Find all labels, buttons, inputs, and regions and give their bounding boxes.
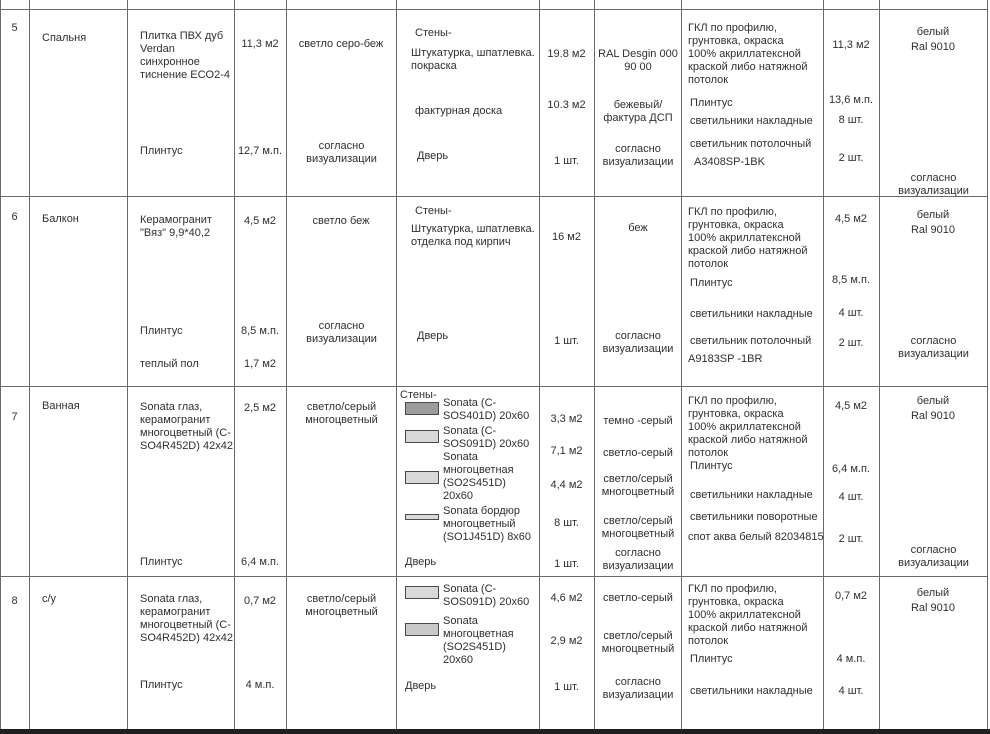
wall-item-color: светло-серый	[603, 592, 673, 604]
room-label: Спальня	[42, 32, 87, 44]
cell-walls	[397, 577, 540, 729]
tile-swatch	[405, 623, 439, 636]
floor-item-label: Плинтус	[140, 556, 183, 568]
ceiling-item-label: Плинтус	[690, 460, 733, 472]
cell-ceiling-color	[880, 387, 988, 576]
cell-room	[30, 387, 128, 576]
cell-walls-qty	[540, 577, 595, 729]
cell-walls-qty	[540, 387, 595, 576]
row-number: 5	[11, 22, 18, 34]
ceiling-item-code: A3408SP-1BK	[694, 156, 765, 168]
wall-item-color: RAL Desgin 000 90 00	[598, 48, 678, 73]
wall-item-label: Дверь	[405, 680, 437, 692]
room-label: Балкон	[42, 213, 79, 225]
tile-swatch	[405, 430, 439, 443]
cell-floor-color	[287, 387, 397, 576]
room-label: с/у	[42, 593, 57, 605]
ceiling-qty: 4,5 м2	[834, 213, 868, 225]
floor-item-qty: 8,5 м.п.	[241, 325, 279, 337]
ceiling-item-label: светильник потолочный	[690, 138, 812, 150]
wall-item-label: Sonata многоцветная (SO2S451D) 20x60	[443, 615, 514, 666]
ceiling-item-label: светильники накладные	[690, 308, 813, 320]
floor-material: Плитка ПВХ дуб Verdan синхронное тиснение ECO2-4	[140, 30, 231, 81]
ceiling-color: белый	[916, 395, 950, 407]
wall-item-color: согласно визуализации	[602, 547, 674, 572]
cell-ceiling-qty	[824, 197, 880, 386]
wall-item-qty: 4,6 м2	[550, 592, 583, 604]
table-row-5	[0, 10, 988, 197]
floor-item-label: Плинтус	[140, 145, 183, 157]
floor-material: Sonata глаз, керамогранит многоцветный (C-SO4R452D) 42x42	[140, 593, 233, 644]
wall-item-qty: 8 шт.	[554, 517, 579, 529]
ceiling-item-label: Плинтус	[690, 277, 733, 289]
cell-walls	[397, 197, 540, 386]
cell-ceiling	[682, 197, 824, 386]
ceiling-item-label: светильники накладные	[690, 685, 813, 697]
wall-item-qty: 1 шт.	[554, 335, 579, 347]
cell-room	[30, 10, 128, 196]
cell-walls-color	[595, 197, 682, 386]
ceiling-spec: ГКЛ по профилю, грунтовка, окраска 100% акриллатексной краской либо натяжной потолок	[688, 395, 808, 459]
ceiling-color-ral: Ral 9010	[910, 602, 956, 614]
cell-floor-qty	[235, 577, 287, 729]
floor-qty: 2,5 м2	[243, 402, 277, 414]
cell-floor	[128, 10, 235, 196]
ceiling-color: белый	[916, 209, 950, 221]
ceiling-color-note: согласно визуализации	[898, 544, 969, 569]
cell-floor-qty	[235, 387, 287, 576]
cell-num	[0, 577, 30, 729]
room-label: Ванная	[42, 400, 80, 412]
wall-item-qty: 2,9 м2	[550, 635, 583, 647]
wall-item-label: Sonata (C-SOS091D) 20x60	[443, 425, 530, 450]
wall-item-label: фактурная доска	[415, 105, 503, 117]
floor-item-qty: 12,7 м.п.	[237, 145, 283, 157]
wall-item-color: темно -серый	[603, 415, 673, 427]
cell-ceiling-qty	[824, 10, 880, 196]
ceiling-qty: 0,7 м2	[834, 590, 868, 602]
wall-item-label: Штукатурка, шпатлевка. покраска	[411, 47, 535, 72]
cell-floor	[128, 387, 235, 576]
ceiling-item-qty: 4 шт.	[838, 685, 864, 697]
wall-item-color: согласно визуализации	[602, 143, 674, 168]
ceiling-color: белый	[916, 587, 950, 599]
wall-item-qty: 10.3 м2	[547, 99, 586, 111]
wall-item-label: Дверь	[417, 330, 449, 342]
ceiling-item-label: светильники накладные	[690, 115, 813, 127]
cell-walls-qty	[540, 10, 595, 196]
ceiling-item-qty: 6,4 м.п.	[832, 463, 870, 475]
wall-item-color: беж	[628, 222, 648, 234]
cell-ceiling-color	[880, 10, 988, 196]
floor-item-qty: 1,7 м2	[243, 358, 277, 370]
wall-item-color: светло/серый многоцветный	[601, 515, 675, 540]
table-row-7	[0, 387, 988, 577]
floor-item-qty: 4 м.п.	[245, 679, 275, 691]
cell-floor-color	[287, 197, 397, 386]
ceiling-spec: ГКЛ по профилю, грунтовка, окраска 100% акриллатексной краской либо натяжной потолок	[688, 583, 808, 647]
cell-num	[0, 387, 30, 576]
cell-walls-color	[595, 577, 682, 729]
ceiling-qty: 4,5 м2	[834, 400, 868, 412]
ceiling-item-qty: 4 шт.	[838, 307, 864, 319]
cell-walls-color	[595, 10, 682, 196]
cell-floor-qty	[235, 197, 287, 386]
ceiling-item-label: светильники поворотные	[690, 511, 818, 523]
table-row-6	[0, 197, 988, 387]
row-number: 8	[11, 595, 18, 607]
ceiling-color-ral: Ral 9010	[910, 224, 956, 236]
floor-color: светло серо-беж	[298, 38, 384, 50]
wall-item-label: Sonata бордюр многоцветный (SO1J451D) 8x60	[443, 505, 532, 543]
ceiling-color-note: согласно визуализации	[898, 172, 969, 197]
wall-item-label: Sonata (C-SOS401D) 20x60	[443, 397, 530, 422]
ceiling-item-label: светильник потолочный	[690, 335, 812, 347]
ceiling-color-note: согласно визуализации	[898, 335, 969, 360]
table-row-8	[0, 577, 988, 729]
floor-color: светло/серый многоцветный	[305, 401, 378, 426]
wall-item-color: светло-серый	[603, 447, 673, 459]
cell-num	[0, 10, 30, 196]
wall-item-qty: 1 шт.	[554, 558, 579, 570]
floor-item-label: теплый пол	[140, 358, 199, 370]
ceiling-item-label: Плинтус	[690, 653, 733, 665]
ceiling-item-qty: 4 шт.	[838, 491, 864, 503]
wall-item-qty: 7,1 м2	[550, 445, 583, 457]
floor-color: светло/серый многоцветный	[305, 593, 378, 618]
ceiling-spec: ГКЛ по профилю, грунтовка, окраска 100% акриллатексной краской либо натяжной потолок	[688, 206, 808, 270]
floor-qty: 11,3 м2	[241, 38, 279, 50]
tile-swatch	[405, 471, 439, 484]
cell-floor	[128, 577, 235, 729]
wall-item-label: Штукатурка, шпатлевка. отделка под кирпич	[411, 223, 535, 248]
ceiling-color: белый	[916, 26, 950, 38]
table-row-stub-top	[0, 0, 988, 10]
floor-material: Sonata глаз, керамогранит многоцветный (C-SO4R452D) 42x42	[140, 401, 233, 452]
ceiling-item-label: Плинтус	[690, 97, 733, 109]
wall-item-qty: 1 шт.	[554, 681, 579, 693]
cell-ceiling-color	[880, 577, 988, 729]
floor-qty: 4,5 м2	[243, 215, 277, 227]
bottom-edge-bar	[0, 729, 990, 734]
floor-qty: 0,7 м2	[243, 595, 277, 607]
wall-item-label: Sonata (C-SOS091D) 20x60	[443, 583, 530, 608]
wall-item-color: светло/серый многоцветный	[601, 473, 675, 498]
walls-header: Стены-	[415, 27, 452, 39]
cell-floor-color	[287, 577, 397, 729]
row-number: 7	[11, 411, 18, 423]
ceiling-item-code: A9183SP -1BR	[688, 353, 763, 365]
ceiling-spec: ГКЛ по профилю, грунтовка, окраска 100% акриллатексной краской либо натяжной потолок	[688, 22, 808, 86]
ceiling-item-qty: 13,6 м.п.	[828, 94, 874, 106]
wall-item-qty: 1 шт.	[554, 155, 579, 167]
cell-floor-qty	[235, 10, 287, 196]
wall-item-qty: 4,4 м2	[550, 479, 583, 491]
wall-item-label: Дверь	[405, 556, 437, 568]
cell-room	[30, 197, 128, 386]
ceiling-item-qty: 2 шт.	[838, 337, 864, 349]
cell-ceiling	[682, 10, 824, 196]
ceiling-item-qty: 4 м.п.	[836, 653, 866, 665]
cell-ceiling-qty	[824, 577, 880, 729]
floor-item-label: Плинтус	[140, 679, 183, 691]
floor-material: Керамогранит "Вяз" 9,9*40,2	[140, 214, 212, 239]
ceiling-item-qty: 8,5 м.п.	[832, 274, 870, 286]
wall-item-color: светло/серый многоцветный	[601, 630, 675, 655]
floor-color-note: согласно визуализации	[306, 320, 377, 345]
ceiling-color-ral: Ral 9010	[910, 41, 956, 53]
ceiling-item-code: спот аква белый 82034815	[688, 531, 824, 543]
cell-room	[30, 577, 128, 729]
floor-color-note: согласно визуализации	[306, 140, 377, 165]
wall-item-color: согласно визуализации	[602, 676, 674, 701]
walls-header: Стены-	[400, 389, 437, 401]
cell-num	[0, 197, 30, 386]
cell-walls-color	[595, 387, 682, 576]
tile-swatch	[405, 586, 439, 599]
stub-cell	[0, 0, 30, 9]
cell-ceiling-color	[880, 197, 988, 386]
cell-ceiling	[682, 387, 824, 576]
ceiling-item-qty: 2 шт.	[838, 533, 864, 545]
floor-item-label: Плинтус	[140, 325, 183, 337]
wall-item-label: Дверь	[417, 150, 449, 162]
tile-swatch	[405, 402, 439, 415]
ceiling-item-qty: 2 шт.	[838, 152, 864, 164]
wall-item-color: согласно визуализации	[602, 330, 674, 355]
tile-swatch	[405, 514, 439, 520]
ceiling-item-qty: 8 шт.	[838, 114, 864, 126]
row-number: 6	[11, 211, 18, 223]
cell-floor-color	[287, 10, 397, 196]
wall-item-qty: 19.8 м2	[547, 48, 586, 60]
wall-item-color: бежевый/ фактура ДСП	[603, 99, 673, 124]
cell-floor	[128, 197, 235, 386]
wall-item-qty: 3,3 м2	[550, 413, 583, 425]
cell-walls	[397, 387, 540, 576]
ceiling-qty: 11,3 м2	[832, 39, 870, 51]
ceiling-color-ral: Ral 9010	[910, 410, 956, 422]
ceiling-item-label: светильники накладные	[690, 489, 813, 501]
cell-walls-qty	[540, 197, 595, 386]
walls-header: Стены-	[415, 205, 452, 217]
wall-item-label: Sonata многоцветная (SO2S451D) 20x60	[443, 451, 514, 502]
wall-item-qty: 16 м2	[552, 231, 581, 243]
floor-color: светло беж	[312, 215, 370, 227]
cell-walls	[397, 10, 540, 196]
floor-item-qty: 6,4 м.п.	[241, 556, 279, 568]
cell-ceiling	[682, 577, 824, 729]
cell-ceiling-qty	[824, 387, 880, 576]
